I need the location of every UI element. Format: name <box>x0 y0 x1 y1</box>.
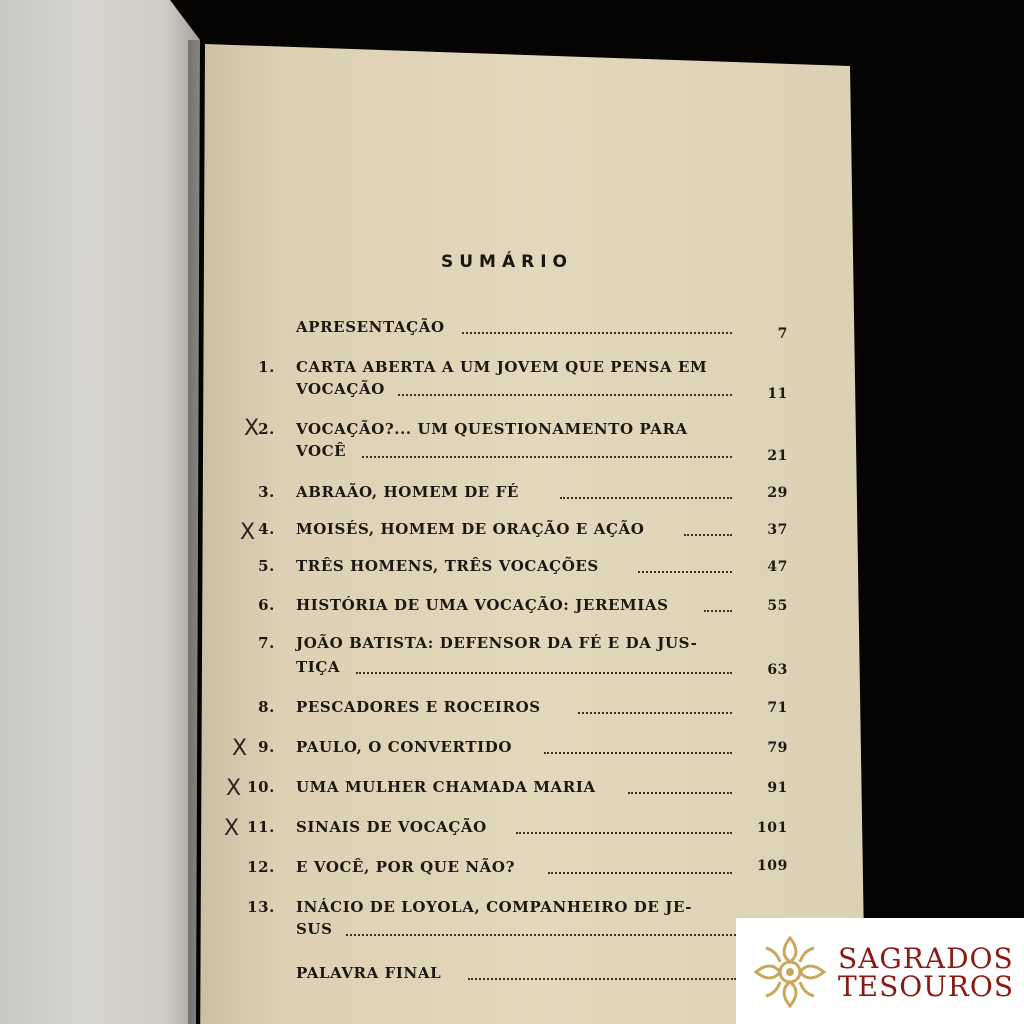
handwritten-x-mark: X <box>240 520 256 545</box>
leader-dots <box>468 978 736 980</box>
toc-entry-number: 2. <box>258 420 275 438</box>
toc-entry-number: 13. <box>247 898 275 916</box>
leader-dots <box>462 332 732 334</box>
ornament-icon <box>750 932 830 1012</box>
toc-entry-title-cont: TIÇA <box>296 658 341 676</box>
toc-entry-title: ABRAÃO, HOMEM DE FÉ <box>296 483 519 501</box>
logo-text-line1: SAGRADOS <box>838 942 1014 975</box>
toc-page-number: 7 <box>777 326 788 342</box>
leader-dots <box>544 752 732 754</box>
toc-entry-title: PALAVRA FINAL <box>296 964 442 982</box>
toc-entry-title: UMA MULHER CHAMADA MARIA <box>296 778 596 796</box>
toc-entry-number: 5. <box>258 557 275 575</box>
toc-entry-title: INÁCIO DE LOYOLA, COMPANHEIRO DE JE- <box>296 898 693 916</box>
leader-dots <box>704 610 732 612</box>
handwritten-x-mark: X <box>226 776 242 801</box>
toc-entry-title: PAULO, O CONVERTIDO <box>296 738 513 756</box>
toc-entry-title: APRESENTAÇÃO <box>296 318 445 336</box>
handwritten-x-mark: X <box>232 736 248 761</box>
toc-page-number: 101 <box>756 820 788 836</box>
toc-entry-title: HISTÓRIA DE UMA VOCAÇÃO: JEREMIAS <box>296 596 669 614</box>
toc-title: SUMÁRIO <box>441 252 573 272</box>
toc-entry-title: TRÊS HOMENS, TRÊS VOCAÇÕES <box>296 557 599 575</box>
toc-page-number: 63 <box>767 662 788 678</box>
toc-entry-number: 10. <box>247 778 275 796</box>
toc-entry-title: JOÃO BATISTA: DEFENSOR DA FÉ E DA JUS- <box>296 634 698 652</box>
toc-page-number: 55 <box>767 598 788 614</box>
logo-text-line2: TESOUROS <box>838 970 1015 1003</box>
leader-dots <box>628 792 732 794</box>
toc-page-number: 109 <box>756 858 788 874</box>
toc-entry-number: 4. <box>258 520 275 538</box>
handwritten-x-mark: X <box>244 416 260 441</box>
toc-entry-number: 6. <box>258 596 275 614</box>
leader-dots <box>578 712 732 714</box>
leader-dots <box>516 832 732 834</box>
toc-page-number: 29 <box>767 485 788 501</box>
toc-entry-title: MOISÉS, HOMEM DE ORAÇÃO E AÇÃO <box>296 520 645 538</box>
toc-entry-number: 11. <box>247 818 275 836</box>
leader-dots <box>398 394 732 396</box>
toc-entry-title-cont: SUS <box>296 920 333 938</box>
toc-page-number: 21 <box>767 448 788 464</box>
leader-dots <box>560 497 732 499</box>
toc-entry-title: CARTA ABERTA A UM JOVEM QUE PENSA EM <box>296 358 708 376</box>
toc-entry-title: SINAIS DE VOCAÇÃO <box>296 818 487 836</box>
leader-dots <box>346 934 736 936</box>
toc-page-number: 37 <box>767 522 788 538</box>
leader-dots <box>548 872 732 874</box>
toc-entry-number: 12. <box>247 858 275 876</box>
left-page <box>0 0 205 1024</box>
leader-dots <box>362 456 732 458</box>
toc-entry-title: VOCAÇÃO?... UM QUESTIONAMENTO PARA <box>296 420 688 438</box>
toc-page-number: 79 <box>767 740 788 756</box>
toc-page-number: 91 <box>767 780 788 796</box>
toc-entry-number: 3. <box>258 483 275 501</box>
toc-page-number: 71 <box>767 700 788 716</box>
toc-page-number: 11 <box>767 386 788 402</box>
leader-dots <box>684 534 732 536</box>
leader-dots <box>356 672 732 674</box>
toc-entry-number: 8. <box>258 698 275 716</box>
toc-entry-number: 1. <box>258 358 275 376</box>
toc-entry-title: PESCADORES E ROCEIROS <box>296 698 541 716</box>
toc-entry-title-cont: VOCAÇÃO <box>296 380 385 398</box>
toc-page-number: 47 <box>767 559 788 575</box>
toc-entry-number: 9. <box>258 738 275 756</box>
leader-dots <box>638 571 732 573</box>
toc-entry-number: 7. <box>258 634 275 652</box>
handwritten-x-mark: X <box>224 816 240 841</box>
toc-entry-title: E VOCÊ, POR QUE NÃO? <box>296 858 515 876</box>
toc-entry-title-cont: VOCÊ <box>296 442 347 460</box>
